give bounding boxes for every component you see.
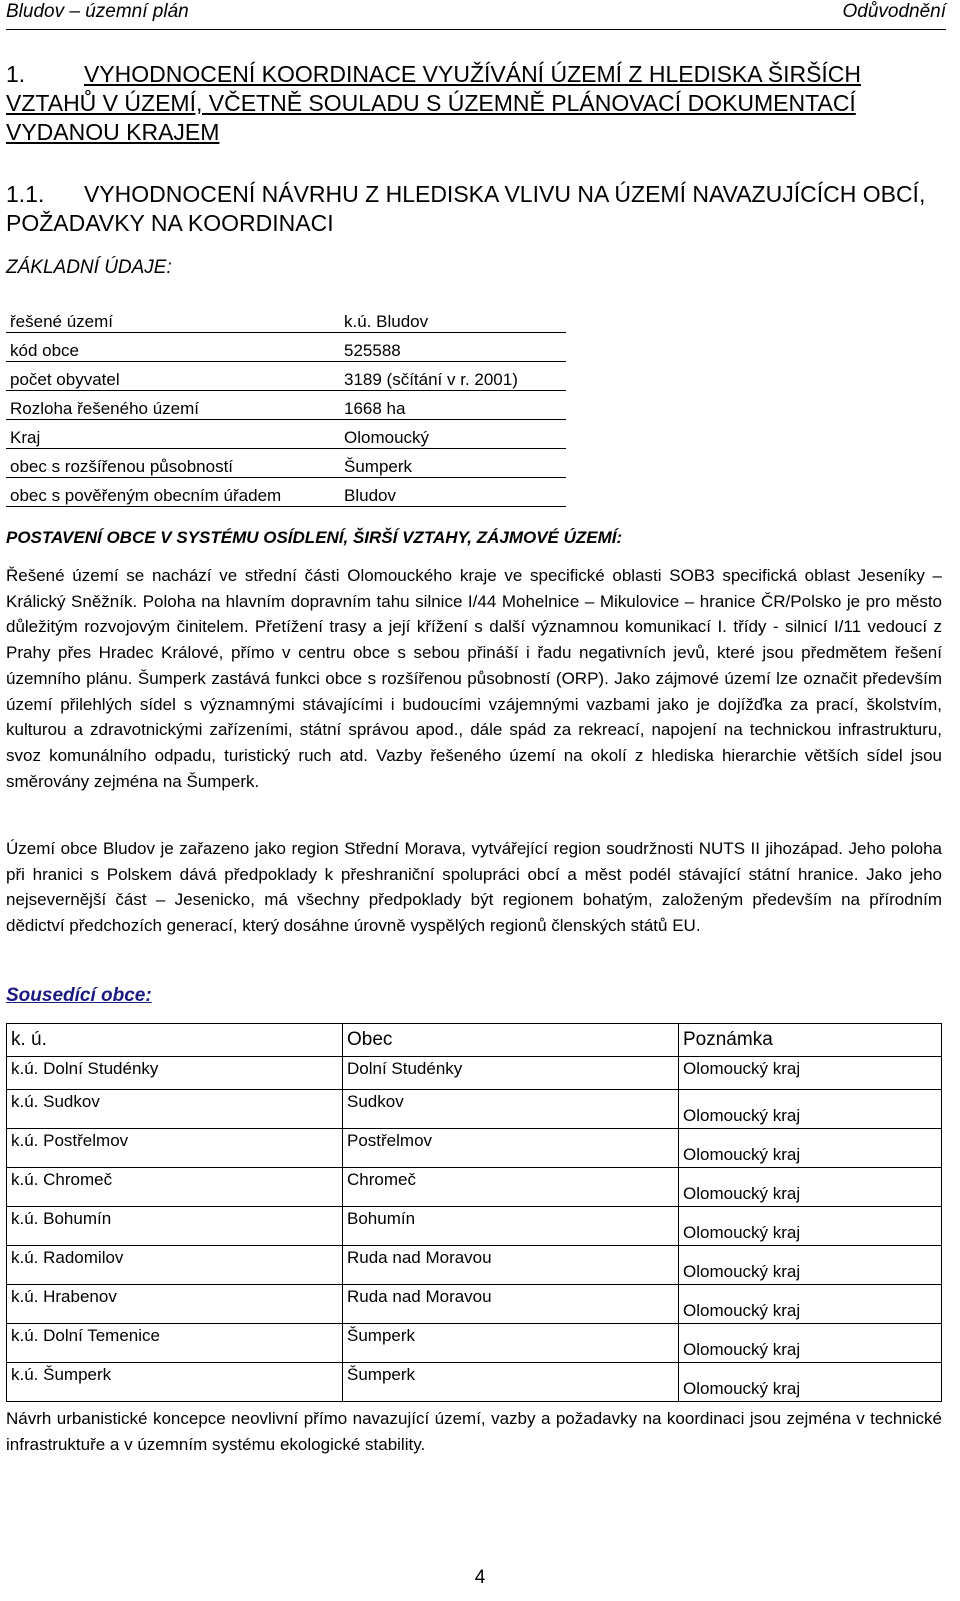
neighbors-row bbox=[7, 1168, 942, 1207]
basic-data-key: obec s rozšířenou působností bbox=[6, 449, 340, 478]
row-cadastral-area: k.ú. Bohumín bbox=[7, 1207, 343, 1246]
basic-data-row bbox=[6, 478, 566, 507]
row-note: Olomoucký kraj bbox=[679, 1168, 942, 1207]
row-municipality: Sudkov bbox=[343, 1090, 679, 1129]
row-municipality: Chromeč bbox=[343, 1168, 679, 1207]
row-note: Olomoucký kraj bbox=[679, 1324, 942, 1363]
neighbors-row bbox=[7, 1207, 942, 1246]
header-note: Poznámka bbox=[679, 1024, 942, 1057]
basic-data-key: obec s pověřeným obecním úřadem bbox=[6, 478, 340, 507]
basic-data-row bbox=[6, 333, 566, 362]
basic-data-table bbox=[6, 298, 566, 507]
basic-data-row bbox=[6, 391, 566, 420]
neighbors-row bbox=[7, 1324, 942, 1363]
row-cadastral-area: k.ú. Dolní Studénky bbox=[7, 1057, 343, 1090]
basic-data-label: ZÁKLADNÍ ÚDAJE: bbox=[6, 257, 172, 278]
row-note: Olomoucký kraj bbox=[679, 1246, 942, 1285]
neighbors-row bbox=[7, 1057, 942, 1090]
page-header bbox=[6, 0, 946, 26]
row-municipality: Dolní Studénky bbox=[343, 1057, 679, 1090]
neighbors-row bbox=[7, 1129, 942, 1168]
header-municipality: Obec bbox=[343, 1024, 679, 1057]
row-municipality: Ruda nad Moravou bbox=[343, 1285, 679, 1324]
basic-data-value: 525588 bbox=[340, 333, 566, 362]
section-1-1-number: 1.1. bbox=[6, 181, 45, 207]
header-cadastral: k. ú. bbox=[7, 1024, 343, 1057]
neighbors-row bbox=[7, 1246, 942, 1285]
header-divider bbox=[6, 29, 946, 30]
neighbors-row bbox=[7, 1285, 942, 1324]
section-1-number: 1. bbox=[6, 61, 26, 87]
section-1-1-heading bbox=[6, 180, 946, 238]
row-cadastral-area: k.ú. Hrabenov bbox=[7, 1285, 343, 1324]
row-note: Olomoucký kraj bbox=[679, 1363, 942, 1402]
row-municipality: Postřelmov bbox=[343, 1129, 679, 1168]
basic-data-key: řešené území bbox=[6, 298, 340, 333]
position-heading: POSTAVENÍ OBCE V SYSTÉMU OSÍDLENÍ, ŠIRŠÍ VZTAHY, ZÁJMOVÉ ÚZEMÍ: bbox=[6, 528, 623, 547]
basic-data-key: kód obce bbox=[6, 333, 340, 362]
row-municipality: Bohumín bbox=[343, 1207, 679, 1246]
row-note: Olomoucký kraj bbox=[679, 1285, 942, 1324]
page-number: 4 bbox=[474, 1567, 486, 1588]
row-cadastral-area: k.ú. Postřelmov bbox=[7, 1129, 343, 1168]
row-cadastral-area: k.ú. Chromeč bbox=[7, 1168, 343, 1207]
neighbors-row bbox=[7, 1363, 942, 1402]
section-1-title: VYHODNOCENÍ KOORDINACE VYUŽÍVÁNÍ ÚZEMÍ Z HLEDISKA ŠIRŠÍCH VZTAHŮ V ÚZEMÍ, VČETNĚ SOULADU S ÚZEMNĚ PLÁNOVACÍ DOKUMENTACÍ VYDANOU KRAJEM bbox=[6, 61, 862, 145]
header-document-title: Bludov – územní plán bbox=[6, 1, 189, 22]
region-paragraph: Území obce Bludov je zařazeno jako region Střední Morava, vytvářející region soudržnosti NUTS II jihozápad. Jeho poloha při hranici s Polskem dává předpoklady k přeshraniční spolupráci obcí a měst podél stávající státní hranice. Jako jeho nejsevernější část – Jesenicko, má všechny předpoklady být regionem bohatým, založeným především na přírodním dědictví předchozích generací, který dosáhne úrovně vyspělých regionů členských států EU. bbox=[6, 839, 942, 936]
section-1-heading bbox=[6, 60, 946, 147]
row-note: Olomoucký kraj bbox=[679, 1057, 942, 1090]
basic-data-key: počet obyvatel bbox=[6, 362, 340, 391]
basic-data-row bbox=[6, 362, 566, 391]
neighbors-table bbox=[6, 1023, 942, 1402]
row-municipality: Šumperk bbox=[343, 1363, 679, 1402]
basic-data-row bbox=[6, 420, 566, 449]
position-paragraph: Řešené území se nachází ve střední části Olomouckého kraje ve specifické oblasti SOB3 specifická oblast Jeseníky – Králický Sněžník. Poloha na hlavním dopravním tahu silnice I/44 Mohelnice – Mikulovice – hranice ČR/Polsko je pro město důležitým rozvojovým činitelem. Přetížení trasy a její křížení s další významnou komunikací I. třídy - silnicí I/11 vedoucí z Prahy přes Hradec Králové, přímo v centru obce s sebou přináší i řadu negativních jevů, které jsou předmětem řešení územního plánu. Šumperk zastává funkci obce s rozšířenou působností (ORP). Jako zájmové území lze označit především území přilehlých sídel s významnými stávajícími i budoucími vzájemnými vazbami jako je dojížďka za prací, školstvím, kulturou a zdravotnickými zařízeními, státní správou apod., dále spád za rekreací, napojení na technickou infrastrukturu, svoz komunálního odpadu, turistický ruch atd. Vazby řešeného území na okolí z hlediska hierarchie větších sídel jsou směrovány zejména na Šumperk. bbox=[6, 566, 942, 791]
basic-data-value: k.ú. Bludov bbox=[340, 298, 566, 333]
section-1-1-title: VYHODNOCENÍ NÁVRHU Z HLEDISKA VLIVU NA ÚZEMÍ NAVAZUJÍCÍCH OBCÍ, POŽADAVKY NA KOORDINACI bbox=[6, 181, 926, 236]
neighbors-title: Sousedící obce: bbox=[6, 985, 152, 1006]
basic-data-value: Bludov bbox=[340, 478, 566, 507]
basic-data-value: 1668 ha bbox=[340, 391, 566, 420]
row-cadastral-area: k.ú. Šumperk bbox=[7, 1363, 343, 1402]
basic-data-value: 3189 (sčítání v r. 2001) bbox=[340, 362, 566, 391]
basic-data-row bbox=[6, 298, 566, 333]
basic-data-value: Šumperk bbox=[340, 449, 566, 478]
row-cadastral-area: k.ú. Radomilov bbox=[7, 1246, 343, 1285]
neighbors-header-row bbox=[7, 1024, 942, 1057]
basic-data-row bbox=[6, 449, 566, 478]
row-municipality: Ruda nad Moravou bbox=[343, 1246, 679, 1285]
row-municipality: Šumperk bbox=[343, 1324, 679, 1363]
basic-data-key: Rozloha řešeného území bbox=[6, 391, 340, 420]
closing-paragraph: Návrh urbanistické koncepce neovlivní přímo navazující území, vazby a požadavky na koordinaci jsou zejména v technické infrastruktuře a v územním systému ekologické stability. bbox=[6, 1409, 942, 1454]
neighbors-row bbox=[7, 1090, 942, 1129]
row-cadastral-area: k.ú. Sudkov bbox=[7, 1090, 343, 1129]
basic-data-value: Olomoucký bbox=[340, 420, 566, 449]
row-note: Olomoucký kraj bbox=[679, 1129, 942, 1168]
header-section-name: Odůvodnění bbox=[842, 1, 946, 22]
basic-data-key: Kraj bbox=[6, 420, 340, 449]
row-note: Olomoucký kraj bbox=[679, 1090, 942, 1129]
row-cadastral-area: k.ú. Dolní Temenice bbox=[7, 1324, 343, 1363]
row-note: Olomoucký kraj bbox=[679, 1207, 942, 1246]
